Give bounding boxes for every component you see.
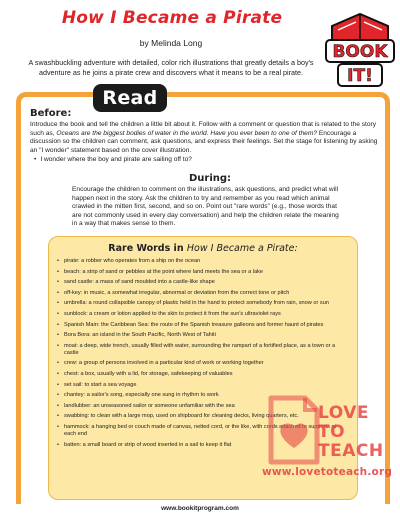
list-item: • Spanish Main: the Caribbean Sea: the route of the Spanish treasure galleons and former haunt of pirates [57, 322, 349, 329]
rare-words-heading-title: How I Became a Pirate: [186, 243, 298, 254]
list-item: • hammock: a hanging bed or couch made of canvas, netted cord, or the like, with cords attached to supports at each end [57, 424, 349, 438]
before-text [30, 121, 380, 155]
list-item: • batten: a small board or strip of wood inserted in a sail to keep it flat [57, 442, 349, 449]
list-item: • chantey: a sailor's song, especially one sung in rhythm to work [57, 392, 349, 399]
list-item: • sand castle: a mass of sand moulded into a castle-like shape [57, 279, 349, 286]
before-bullet: • I wonder where the boy and pirate are sailing off to? [34, 156, 374, 163]
watermark-line1: LOVE [318, 403, 369, 423]
logo-book-text: BOOK [332, 42, 388, 62]
read-badge: Read [93, 84, 167, 112]
book-summary: A swashbuckling adventure with detailed, color rich illustrations that greatly details a boy's adventure as he joins a pirate crew and discovers what it means to be a real pirate. [28, 58, 314, 77]
before-text-intro: Introduce the book and tell the children a little bit about it. Follow with a comment or question that is related to the story such as, [30, 121, 376, 137]
before-heading: Before: [30, 108, 72, 119]
list-item: • off-key: in music, a somewhat irregular, abnormal or deviation from the correct tone or pitch [57, 290, 349, 297]
rare-words-heading-prefix: Rare Words in [108, 243, 187, 254]
love-to-teach-icon [265, 394, 323, 466]
list-item: • moat: a deep, wide trench, usually filled with water, surrounding the rampart of a fortified place, as a town or a castle [57, 343, 349, 357]
before-text-question: Oceans are the biggest bodies of water in the world. Have you ever been to one of them? [56, 129, 318, 137]
during-text: Encourage the children to comment on the illustrations, ask questions, and predict what will happen next in the story. Ask the children to try and remember as you read which animal crawled in the mitten first, second, and so on. Point out "rare words" (e.g., those words that are not commonly used in every day conversation) and help the children relate the meaning in a way that makes sense to them. [72, 186, 339, 228]
watermark-url: www.lovetoteach.org [262, 466, 393, 478]
list-item: • set sail: to start a sea voyage [57, 382, 349, 389]
list-item: • landlubber: an unseasoned sailor or someone unfamiliar with the sea [57, 403, 349, 410]
watermark-line2: TO [318, 422, 346, 442]
during-heading: During: [188, 173, 232, 184]
before-text-rest: Encourage a discussion so the children can comment, ask questions, and express their feelings. Set the stage for listening by asking an "I wonder" statement based on the cover illustration. [30, 129, 378, 154]
list-item: • umbrella: a round collapsible canopy of plastic held in the hand to protect somebody from rain, snow or sun [57, 300, 349, 307]
page-title: How I Became a Pirate [61, 8, 283, 28]
list-item: • Bora Bora: an island in the South Pacific, North West of Tahiti [57, 332, 349, 339]
list-item: • swabbing: to clean with a large mop, used on shipboard for cleaning decks, living quarters, etc. [57, 413, 349, 420]
logo-it-text: IT! [347, 66, 373, 86]
list-item: • sunblock: a cream or lotion applied to the skin to protect it from the sun's ultraviolet rays [57, 311, 349, 318]
list-item: • crew: a group of persons involved in a particular kind of work or working together [57, 360, 349, 367]
list-item: • chest: a box, usually with a lid, for storage, safekeeping of valuables [57, 371, 349, 378]
book-it-logo [324, 4, 396, 90]
author-line: by Melinda Long [139, 38, 203, 48]
rare-words-heading [49, 243, 357, 254]
footer-url: www.bookitprogram.com [161, 505, 239, 512]
love-to-teach-text [318, 404, 390, 461]
watermark-line3: TEACH [318, 441, 384, 461]
list-item: • beach: a strip of sand or pebbles at the point where land meets the sea or a lake [57, 269, 349, 276]
list-item: • pirate: a robber who operates from a ship on the ocean [57, 258, 349, 265]
